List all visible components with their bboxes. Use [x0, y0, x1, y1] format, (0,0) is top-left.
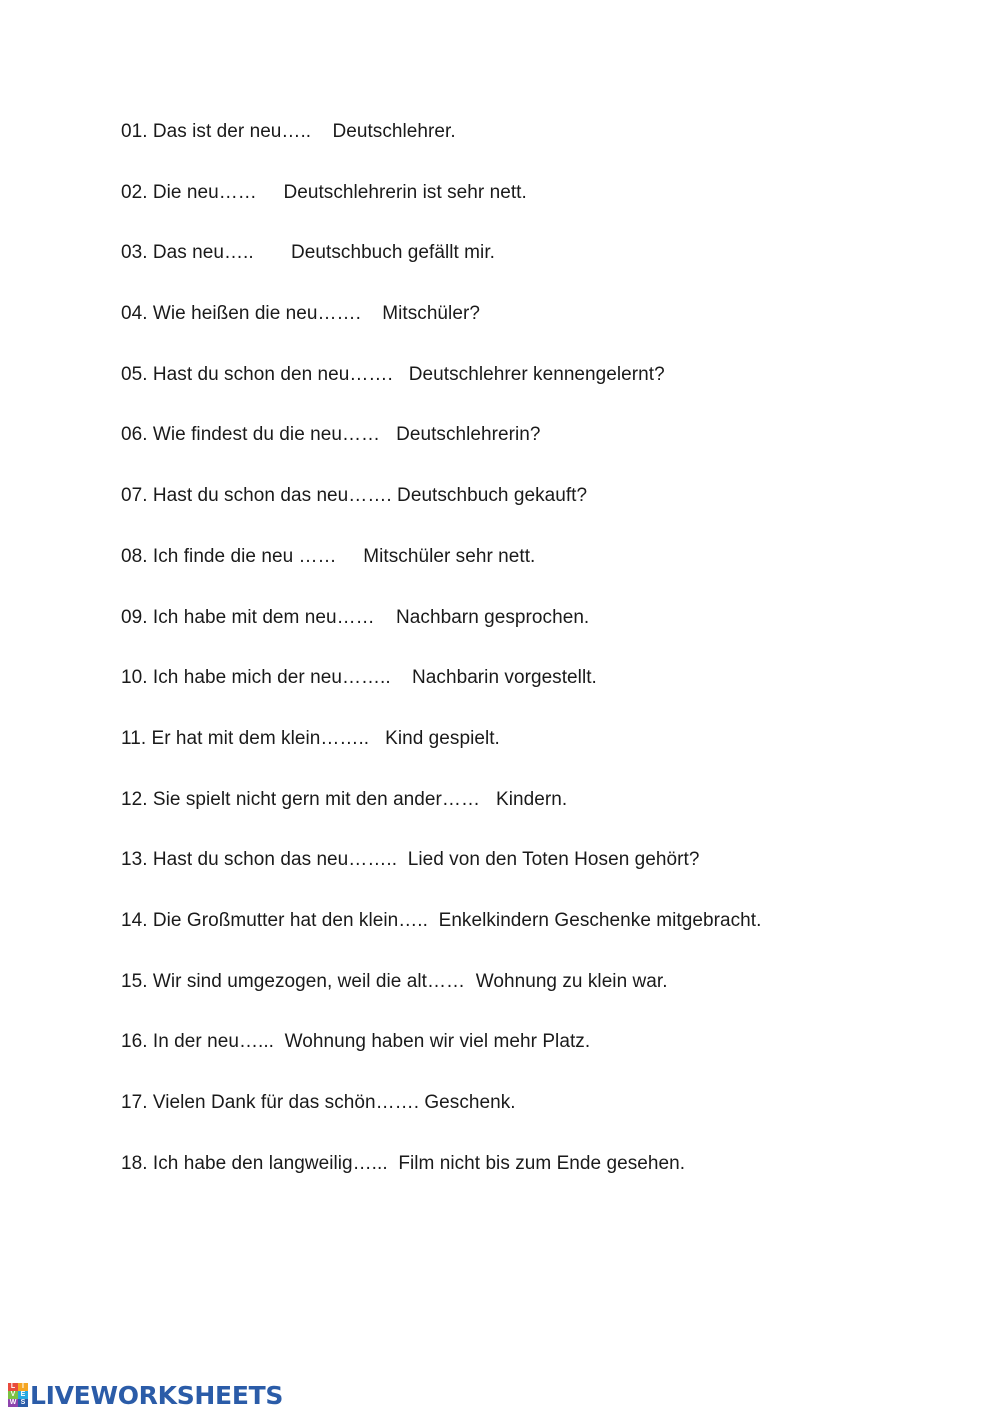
logo-tile: W — [9, 1399, 17, 1406]
logo-tile: L — [8, 1383, 18, 1391]
exercise-line-04: 04. Wie heißen die neu……. Mitschüler? — [121, 303, 480, 325]
logo-tile: V — [8, 1391, 18, 1399]
exercise-line-13: 13. Hast du schon das neu…….. Lied von den Toten Hosen gehört? — [121, 849, 700, 871]
exercise-line-11: 11. Er hat mit dem klein…….. Kind gespielt. — [121, 727, 500, 749]
exercise-line-17: 17. Vielen Dank für das schön……. Geschenk. — [121, 1092, 516, 1113]
exercise-line-12: 12. Sie spielt nicht gern mit den ander…… Kindern. — [121, 788, 568, 810]
exercise-line-09: 09. Ich habe mit dem neu…… Nachbarn gesprochen. — [121, 606, 590, 628]
logo-icon — [8, 1383, 28, 1407]
exercise-line-15: 15. Wir sind umgezogen, weil die alt…… Wohnung zu klein war. — [121, 970, 668, 992]
exercise-line-05: 05. Hast du schon den neu……. Deutschlehrer kennengelernt? — [121, 363, 665, 385]
exercise-line-03: 03. Das neu….. Deutschbuch gefällt mir. — [121, 242, 495, 264]
exercise-line-07: 07. Hast du schon das neu……. Deutschbuch gekauft? — [121, 485, 588, 507]
exercise-list — [121, 118, 941, 1210]
liveworksheets-logo — [8, 1380, 283, 1410]
exercise-line-16: 16. In der neu…... Wohnung haben wir viel mehr Platz. — [121, 1031, 591, 1053]
exercise-line-18: 18. Ich habe den langweilig…... Film nicht bis zum Ende gesehen. — [121, 1152, 686, 1174]
exercise-line-08: 08. Ich finde die neu …… Mitschüler sehr nett. — [121, 545, 536, 567]
logo-tile: E — [18, 1391, 28, 1399]
exercise-line-14: 14. Die Großmutter hat den klein….. Enkelkindern Geschenke mitgebracht. — [121, 909, 762, 931]
exercise-line-02: 02. Die neu…… Deutschlehrerin ist sehr nett. — [121, 181, 527, 203]
logo-tile: S — [18, 1399, 28, 1407]
brand-name: LIVEWORKSHEETS — [30, 1380, 284, 1410]
logo-tile: I — [18, 1383, 28, 1391]
exercise-line-01: 01. Das ist der neu….. Deutschlehrer. — [121, 121, 456, 142]
exercise-line-06: 06. Wie findest du die neu…… Deutschlehrerin? — [121, 424, 541, 446]
exercise-line-10: 10. Ich habe mich der neu…….. Nachbarin vorgestellt. — [121, 667, 597, 689]
